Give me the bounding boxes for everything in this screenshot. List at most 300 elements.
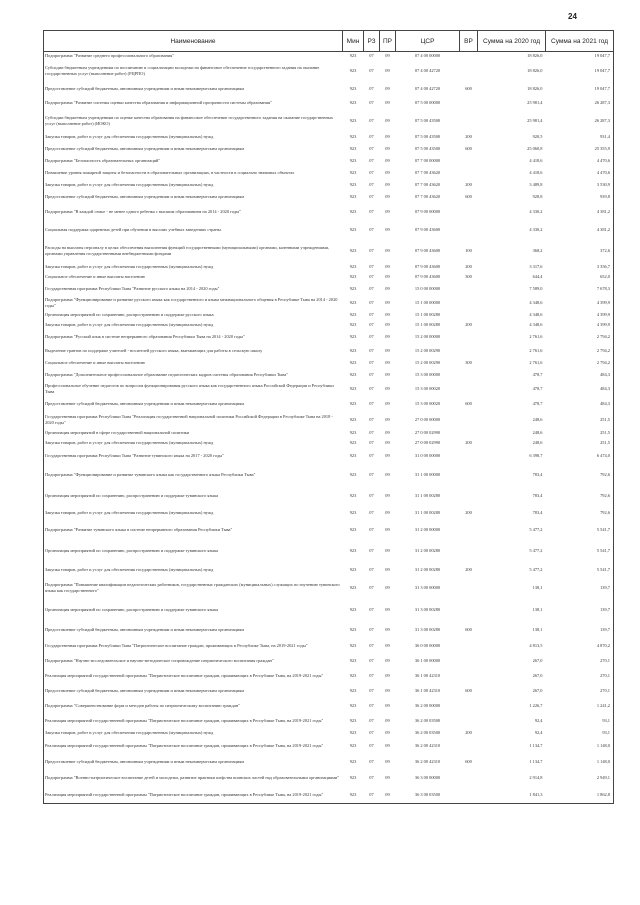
- cell-sum-2021: 792,6: [546, 464, 614, 486]
- cell-sum-2021: 4 399,9: [546, 320, 614, 330]
- cell-name: Закупка товаров, работ и услуг для обеспечения государственных (муниципальных) нужд: [44, 506, 343, 520]
- cell-name: Подпрограмма "Функционирование и развитие тувинского языка как государственного языка Республики Тыва": [44, 464, 343, 486]
- cell-csr: 36 2 00 42310: [414, 742, 441, 748]
- cell-rz: 07: [369, 584, 374, 590]
- cell-min: 923: [349, 311, 357, 317]
- cell-pr: 09: [385, 452, 390, 458]
- cell-sum-2021: 4 870,2: [546, 638, 614, 654]
- cell-pr: 09: [385, 299, 390, 305]
- cell-pr: 09: [385, 687, 390, 693]
- cell-sum-2021: 270,1: [546, 654, 614, 668]
- cell-min: 923: [349, 181, 357, 187]
- cell-rz: 07: [369, 193, 374, 199]
- cell-name: Государственная программа Республики Тыва "Реализация государственной национальной политики Российской Федерации в Республике Тыва на 2018 - 2020 годы": [44, 412, 343, 428]
- cell-csr: 07 7 00 43620: [414, 181, 441, 187]
- table-row: [44, 262, 614, 272]
- cell-rz: 07: [369, 717, 374, 723]
- cell-vr: [460, 52, 478, 60]
- cell-csr: 31 1 00 00280: [414, 492, 441, 498]
- cell-name: Субсидии бюджетным учреждениям по оценке качества образования на финансовое обеспечение государственного задания на оказание государственных услуг (выполнение работ) (ИОКО): [44, 110, 343, 132]
- cell-csr: 31 2 00 00000: [414, 526, 441, 532]
- cell-sum-2021: 2 794,2: [546, 344, 614, 358]
- cell-vr: [460, 770, 478, 786]
- cell-pr: 09: [385, 606, 390, 612]
- cell-pr: 09: [385, 226, 390, 232]
- cell-pr: 09: [385, 99, 390, 105]
- cell-min: 923: [349, 145, 357, 151]
- cell-name: Организация мероприятий по сохранению, распространению и поддержке тувинского языка: [44, 598, 343, 622]
- cell-rz: 07: [369, 333, 374, 339]
- cell-pr: 09: [385, 321, 390, 327]
- cell-rz: 07: [369, 67, 374, 73]
- table-row: [44, 598, 614, 622]
- cell-csr: 31 3 00 00280: [414, 606, 441, 612]
- cell-sum-2021: 139,7: [546, 598, 614, 622]
- cell-pr: 09: [385, 566, 390, 572]
- cell-sum-2020: 267,0: [532, 672, 543, 678]
- cell-vr: 600: [465, 145, 472, 151]
- header-sum-2020: Сумма на 2020 год: [478, 31, 546, 52]
- cell-name: Закупка товаров, работ и услуг для обеспечения государственных (муниципальных) нужд: [44, 180, 343, 190]
- cell-sum-2021: 5 541,7: [546, 540, 614, 562]
- cell-rz: 07: [369, 263, 374, 269]
- cell-sum-2020: 644,4: [532, 273, 543, 279]
- cell-min: 923: [349, 774, 357, 780]
- cell-pr: 09: [385, 471, 390, 477]
- cell-rz: 07: [369, 385, 374, 391]
- cell-vr: [460, 428, 478, 438]
- cell-pr: 09: [385, 385, 390, 391]
- cell-min: 923: [349, 717, 357, 723]
- cell-csr: 15 3 00 00000: [414, 371, 441, 377]
- cell-sum-2021: 6 474,0: [546, 448, 614, 464]
- table-row: [44, 754, 614, 770]
- cell-sum-2020: 138,1: [532, 606, 543, 612]
- cell-min: 923: [349, 169, 357, 175]
- table-row: [44, 738, 614, 754]
- cell-pr: 09: [385, 717, 390, 723]
- cell-min: 923: [349, 702, 357, 708]
- cell-vr: 200: [465, 321, 472, 327]
- cell-vr: 600: [465, 400, 472, 406]
- cell-pr: 09: [385, 526, 390, 532]
- table-row: [44, 638, 614, 654]
- cell-vr: [460, 520, 478, 540]
- table-row: [44, 166, 614, 180]
- cell-vr: 600: [465, 193, 472, 199]
- header-vr: ВР: [460, 31, 478, 52]
- cell-sum-2020: 92,4: [534, 717, 543, 723]
- cell-rz: 07: [369, 758, 374, 764]
- table-row: [44, 82, 614, 96]
- table-row: [44, 578, 614, 598]
- cell-rz: 07: [369, 208, 374, 214]
- cell-sum-2021: 4 399,9: [546, 310, 614, 320]
- cell-pr: 09: [385, 133, 390, 139]
- cell-sum-2020: 928,8: [532, 193, 543, 199]
- table-row: [44, 96, 614, 110]
- cell-sum-2021: 4 399,9: [546, 296, 614, 310]
- cell-sum-2021: 270,1: [546, 684, 614, 698]
- cell-min: 923: [349, 371, 357, 377]
- cell-pr: 09: [385, 547, 390, 553]
- cell-sum-2021: 484,3: [546, 396, 614, 412]
- cell-vr: 200: [465, 566, 472, 572]
- cell-pr: 09: [385, 416, 390, 422]
- cell-min: 923: [349, 452, 357, 458]
- cell-vr: 600: [465, 687, 472, 693]
- cell-name: Подпрограмма "Военно-патриотическое воспитание детей и молодежи, развитие практики шефства воинских частей над образовательными организациями": [44, 770, 343, 786]
- header-name: Наименование: [44, 31, 343, 52]
- table-row: [44, 486, 614, 506]
- cell-sum-2021: 93,1: [546, 728, 614, 738]
- cell-csr: 36 2 00 03500: [414, 717, 441, 723]
- table-row: [44, 714, 614, 728]
- cell-csr: 15 3 00 00020: [414, 400, 441, 406]
- cell-pr: 09: [385, 702, 390, 708]
- cell-pr: 09: [385, 672, 390, 678]
- header-sum-2021: Сумма на 2021 год: [546, 31, 614, 52]
- table-row: [44, 654, 614, 668]
- header-csr: ЦСР: [396, 31, 460, 52]
- cell-vr: [460, 448, 478, 464]
- cell-sum-2020: 2 761,6: [529, 333, 543, 339]
- cell-rz: 07: [369, 226, 374, 232]
- cell-pr: 09: [385, 774, 390, 780]
- cell-sum-2020: 478,7: [532, 385, 543, 391]
- cell-sum-2021: 3 356,7: [546, 262, 614, 272]
- cell-vr: [460, 464, 478, 486]
- cell-sum-2020: 267,0: [532, 687, 543, 693]
- cell-sum-2020: 783,4: [532, 509, 543, 515]
- cell-rz: 07: [369, 687, 374, 693]
- table-row: [44, 464, 614, 486]
- cell-sum-2020: 25 981,4: [527, 117, 543, 123]
- table-row: [44, 272, 614, 282]
- cell-sum-2020: 5 477,2: [529, 526, 543, 532]
- cell-min: 923: [349, 657, 357, 663]
- cell-name: Расходы на выплаты персоналу в целях обеспечения выполнения функций государственными (муниципальными) органами, казенными учреждениями, органами управления государственными внебюджетными фондами: [44, 240, 343, 262]
- cell-min: 923: [349, 208, 357, 214]
- cell-sum-2021: 4 470,6: [546, 166, 614, 180]
- table-row: [44, 540, 614, 562]
- cell-sum-2021: 5 541,7: [546, 520, 614, 540]
- cell-name: Подпрограмма "Совершенствование форм и методов работы по патриотическому воспитанию граждан": [44, 698, 343, 714]
- cell-pr: 09: [385, 181, 390, 187]
- cell-sum-2020: 2 761,6: [529, 347, 543, 353]
- cell-vr: [460, 344, 478, 358]
- cell-name: Реализация мероприятий государственной программы "Патриотическое воспитание граждан, проживающих в Республике Тыва, на 2019-2021 годы": [44, 714, 343, 728]
- cell-vr: [460, 714, 478, 728]
- cell-rz: 07: [369, 702, 374, 708]
- cell-sum-2020: 18 826,0: [527, 53, 543, 59]
- cell-csr: 15 1 00 00000: [414, 299, 441, 305]
- cell-sum-2021: 792,6: [546, 486, 614, 506]
- cell-csr: 31 3 00 00280: [414, 626, 441, 632]
- cell-sum-2020: 2 761,6: [529, 359, 543, 365]
- cell-name: Подпрограмма "Повышение квалификации педагогических работников, государственных гражданских (муниципальных) служащих по изучению тувинского языка как государственного": [44, 578, 343, 598]
- cell-min: 923: [349, 157, 357, 163]
- cell-pr: 09: [385, 67, 390, 73]
- cell-sum-2021: 792,6: [546, 506, 614, 520]
- cell-sum-2021: 4 381,2: [546, 220, 614, 240]
- cell-min: 923: [349, 99, 357, 105]
- cell-name: Подпрограмма "Развитие среднего профессионального образования": [44, 52, 343, 60]
- cell-min: 923: [349, 729, 357, 735]
- cell-sum-2021: 1 241,2: [546, 698, 614, 714]
- cell-csr: 36 1 00 00000: [414, 657, 441, 663]
- cell-csr: 31 2 00 00280: [414, 547, 441, 553]
- cell-csr: 27 0 00 00000: [414, 416, 441, 422]
- cell-rz: 07: [369, 492, 374, 498]
- cell-sum-2020: 18 826,0: [527, 85, 543, 91]
- cell-name: Предоставление субсидий бюджетным, автономным учреждениям и иным некоммерческим организациям: [44, 82, 343, 96]
- cell-sum-2020: 92,4: [534, 729, 543, 735]
- cell-csr: 36 2 00 00000: [414, 702, 441, 708]
- cell-rz: 07: [369, 157, 374, 163]
- cell-sum-2021: 1 148,0: [546, 754, 614, 770]
- cell-sum-2020: 478,7: [532, 371, 543, 377]
- cell-vr: [460, 60, 478, 82]
- cell-rz: 07: [369, 169, 374, 175]
- header-pr: ПР: [380, 31, 396, 52]
- cell-vr: 300: [465, 273, 472, 279]
- cell-csr: 27 0 00 02990: [414, 429, 441, 435]
- cell-rz: 07: [364, 786, 380, 804]
- cell-min: 923: [349, 133, 357, 139]
- cell-sum-2020: 5 477,2: [529, 547, 543, 553]
- cell-name: Подпрограмма "В каждой семье - не менее одного ребенка с высшим образованием на 2014 - 2020 годы": [44, 204, 343, 220]
- cell-min: 923: [349, 526, 357, 532]
- cell-sum-2021: 19 047,7: [546, 82, 614, 96]
- cell-vr: [460, 578, 478, 598]
- cell-sum-2021: 26 287,3: [546, 96, 614, 110]
- cell-name: Подпрограмма "Научно-исследовательское и научно-методическое сопровождение патриотического воспитания граждан": [44, 654, 343, 668]
- cell-csr: 07 9 00 43600: [414, 247, 441, 253]
- cell-min: 923: [349, 299, 357, 305]
- cell-sum-2020: 138,1: [532, 584, 543, 590]
- table-row: [44, 110, 614, 132]
- cell-csr: 07 7 00 43620: [414, 193, 441, 199]
- cell-min: 923: [349, 509, 357, 515]
- cell-pr: 09: [385, 145, 390, 151]
- cell-name: Предоставление субсидий бюджетным, автономным учреждениям и иным некоммерческим организациям: [44, 396, 343, 412]
- cell-pr: 09: [385, 492, 390, 498]
- cell-vr: 200: [465, 133, 472, 139]
- cell-rz: 07: [369, 509, 374, 515]
- cell-min: 923: [349, 492, 357, 498]
- table-row: [44, 296, 614, 310]
- cell-rz: 07: [369, 273, 374, 279]
- cell-csr: 15 0 00 00000: [414, 285, 441, 291]
- cell-csr: 15 2 00 00290: [414, 347, 441, 353]
- cell-min: 923: [349, 642, 357, 648]
- cell-name: Организация мероприятий по сохранению, распространению и поддержке тувинского языка: [44, 486, 343, 506]
- cell-rz: 07: [369, 452, 374, 458]
- table-row: [44, 684, 614, 698]
- cell-name: Подпрограмма "Русский язык в системе непрерывного образования Республики Тыва на 2014 - 2020 годы": [44, 330, 343, 344]
- table-row: [44, 60, 614, 82]
- cell-sum-2020: 2 914,8: [529, 774, 543, 780]
- cell-sum-2020: 3 489,8: [529, 181, 543, 187]
- cell-csr: 31 2 00 00280: [414, 566, 441, 572]
- cell-sum-2021: 2 949,1: [546, 770, 614, 786]
- cell-vr: 100: [465, 247, 472, 253]
- table-row: [44, 520, 614, 540]
- table-row: [44, 438, 614, 448]
- cell-name: Подпрограмма "Функционирование и развитие русского языка как государственного и языка межнационального общения в Республике Тыва на 2014 - 2020 годы": [44, 296, 343, 310]
- cell-rz: 07: [369, 181, 374, 187]
- cell-sum-2021: 939,8: [546, 190, 614, 204]
- cell-csr: 15 3 00 00020: [414, 385, 441, 391]
- cell-name: Социальное обеспечение и иные выплаты населению: [44, 358, 343, 368]
- page-number: 24: [568, 12, 577, 21]
- table-header-row: [44, 31, 614, 52]
- cell-pr: 09: [385, 371, 390, 377]
- cell-vr: 600: [465, 85, 472, 91]
- cell-sum-2021: 2 794,2: [546, 330, 614, 344]
- table-row: [44, 240, 614, 262]
- cell-name: Организация мероприятий в сфере государственной национальной политики: [44, 428, 343, 438]
- cell-csr: 15 1 00 00280: [414, 311, 441, 317]
- table-row: [44, 330, 614, 344]
- table-body: [44, 52, 614, 804]
- cell-pr: 09: [385, 157, 390, 163]
- table-row: [44, 180, 614, 190]
- cell-sum-2021: 652,0: [546, 272, 614, 282]
- cell-rz: 07: [369, 642, 374, 648]
- cell-csr: 31 1 00 00000: [414, 471, 441, 477]
- cell-vr: 200: [465, 729, 472, 735]
- table-row: [44, 310, 614, 320]
- table-row: [44, 156, 614, 166]
- cell-vr: 200: [465, 439, 472, 445]
- cell-sum-2020: 1 134,7: [529, 742, 543, 748]
- cell-rz: 07: [369, 400, 374, 406]
- cell-pr: 09: [385, 333, 390, 339]
- cell-sum-2020: 248,6: [532, 439, 543, 445]
- cell-sum-2021: 372,6: [546, 240, 614, 262]
- cell-min: 923: [349, 226, 357, 232]
- cell-sum-2020: 4 813,5: [529, 642, 543, 648]
- cell-csr: 27 0 00 02990: [414, 439, 441, 445]
- cell-sum-2021: 93,1: [546, 714, 614, 728]
- cell-vr: [460, 412, 478, 428]
- cell-vr: [460, 654, 478, 668]
- cell-rz: 07: [369, 657, 374, 663]
- cell-name: Подпрограмма "Дополнительное профессиональное образование педагогических кадров системы образования Республики Тыва": [44, 368, 343, 382]
- table-row: [44, 622, 614, 638]
- table-row: [44, 142, 614, 156]
- cell-sum-2021: 251,5: [546, 428, 614, 438]
- cell-min: 923: [349, 566, 357, 572]
- table-row: [44, 344, 614, 358]
- cell-min: 923: [349, 117, 357, 123]
- table-row: [44, 52, 614, 60]
- cell-rz: 07: [369, 311, 374, 317]
- cell-sum-2020: 783,4: [532, 471, 543, 477]
- cell-vr: [460, 382, 478, 396]
- cell-sum-2021: 139,7: [546, 622, 614, 638]
- budget-table: [43, 30, 614, 804]
- cell-min: 923: [349, 263, 357, 269]
- cell-name: Предоставление субсидий бюджетным, автономным учреждениям и иным некоммерческим организациям: [44, 754, 343, 770]
- table-row: [44, 368, 614, 382]
- cell-sum-2021: 251,5: [546, 438, 614, 448]
- cell-csr: 31 3 00 00000: [414, 584, 441, 590]
- cell-name: Закупка товаров, работ и услуг для обеспечения государственных (муниципальных) нужд: [44, 562, 343, 578]
- cell-pr: 09: [385, 657, 390, 663]
- cell-rz: 07: [369, 774, 374, 780]
- cell-min: 923: [349, 193, 357, 199]
- cell-sum-2020: 783,4: [532, 492, 543, 498]
- cell-sum-2021: 2 794,2: [546, 358, 614, 368]
- cell-pr: 09: [385, 208, 390, 214]
- table-row: [44, 358, 614, 368]
- cell-vr: [460, 330, 478, 344]
- cell-name: Профессиональное обучение педагогов по вопросам функционирования русского языка как государственного языка Российской Федерации и Республики Тыва: [44, 382, 343, 396]
- cell-min: 923: [349, 439, 357, 445]
- cell-rz: 07: [369, 742, 374, 748]
- cell-name: Выделение грантов по поддержке учителей - носителей русского языка, выезжающих для работы в сельскую школу: [44, 344, 343, 358]
- cell-name: Государственная программа Республики Тыва "Развитие тувинского языка на 2017 - 2020 годы": [44, 448, 343, 464]
- table-row: [44, 698, 614, 714]
- cell-csr: 07 9 00 43600: [414, 263, 441, 269]
- cell-csr: 36 2 00 03500: [414, 729, 441, 735]
- cell-sum-2021: 3 530,9: [546, 180, 614, 190]
- cell-sum-2021: 270,1: [546, 668, 614, 684]
- cell-sum-2020: 920,5: [532, 133, 543, 139]
- cell-min: 923: [349, 672, 357, 678]
- cell-sum-2021: 4 470,6: [546, 156, 614, 166]
- cell-sum-2021: 7 678,3: [546, 282, 614, 296]
- table-row: [44, 412, 614, 428]
- cell-min: 923: [349, 584, 357, 590]
- cell-pr: 09: [385, 285, 390, 291]
- cell-sum-2020: 4 330,2: [529, 208, 543, 214]
- cell-sum-2021: 1 862,8: [546, 786, 614, 804]
- cell-pr: 09: [385, 400, 390, 406]
- cell-rz: 07: [369, 729, 374, 735]
- cell-min: 923: [349, 273, 357, 279]
- cell-sum-2020: 3 317,6: [529, 263, 543, 269]
- table-row: [44, 428, 614, 438]
- cell-csr: 07 9 00 43600: [414, 273, 441, 279]
- cell-csr: 07 5 00 43500: [414, 133, 441, 139]
- cell-sum-2021: 251,5: [546, 412, 614, 428]
- table-row: [44, 282, 614, 296]
- cell-pr: 09: [385, 729, 390, 735]
- cell-csr: 07 5 00 43500: [414, 145, 441, 151]
- cell-rz: 07: [369, 347, 374, 353]
- cell-rz: 07: [369, 672, 374, 678]
- cell-sum-2020: 1 841,3: [478, 786, 546, 804]
- cell-min: 923: [349, 67, 357, 73]
- cell-csr: 36 2 00 42310: [414, 758, 441, 764]
- cell-min: 923: [349, 687, 357, 693]
- cell-sum-2021: 1 148,0: [546, 738, 614, 754]
- cell-vr: [460, 310, 478, 320]
- cell-csr: 36 3 00 03500: [396, 786, 460, 804]
- cell-rz: 07: [369, 133, 374, 139]
- cell-vr: 200: [465, 263, 472, 269]
- cell-sum-2020: 138,1: [532, 626, 543, 632]
- table-row: [44, 132, 614, 142]
- cell-sum-2020: 4 348,6: [529, 299, 543, 305]
- table-row: [44, 382, 614, 396]
- cell-csr: 36 0 00 00000: [414, 642, 441, 648]
- cell-vr: [460, 668, 478, 684]
